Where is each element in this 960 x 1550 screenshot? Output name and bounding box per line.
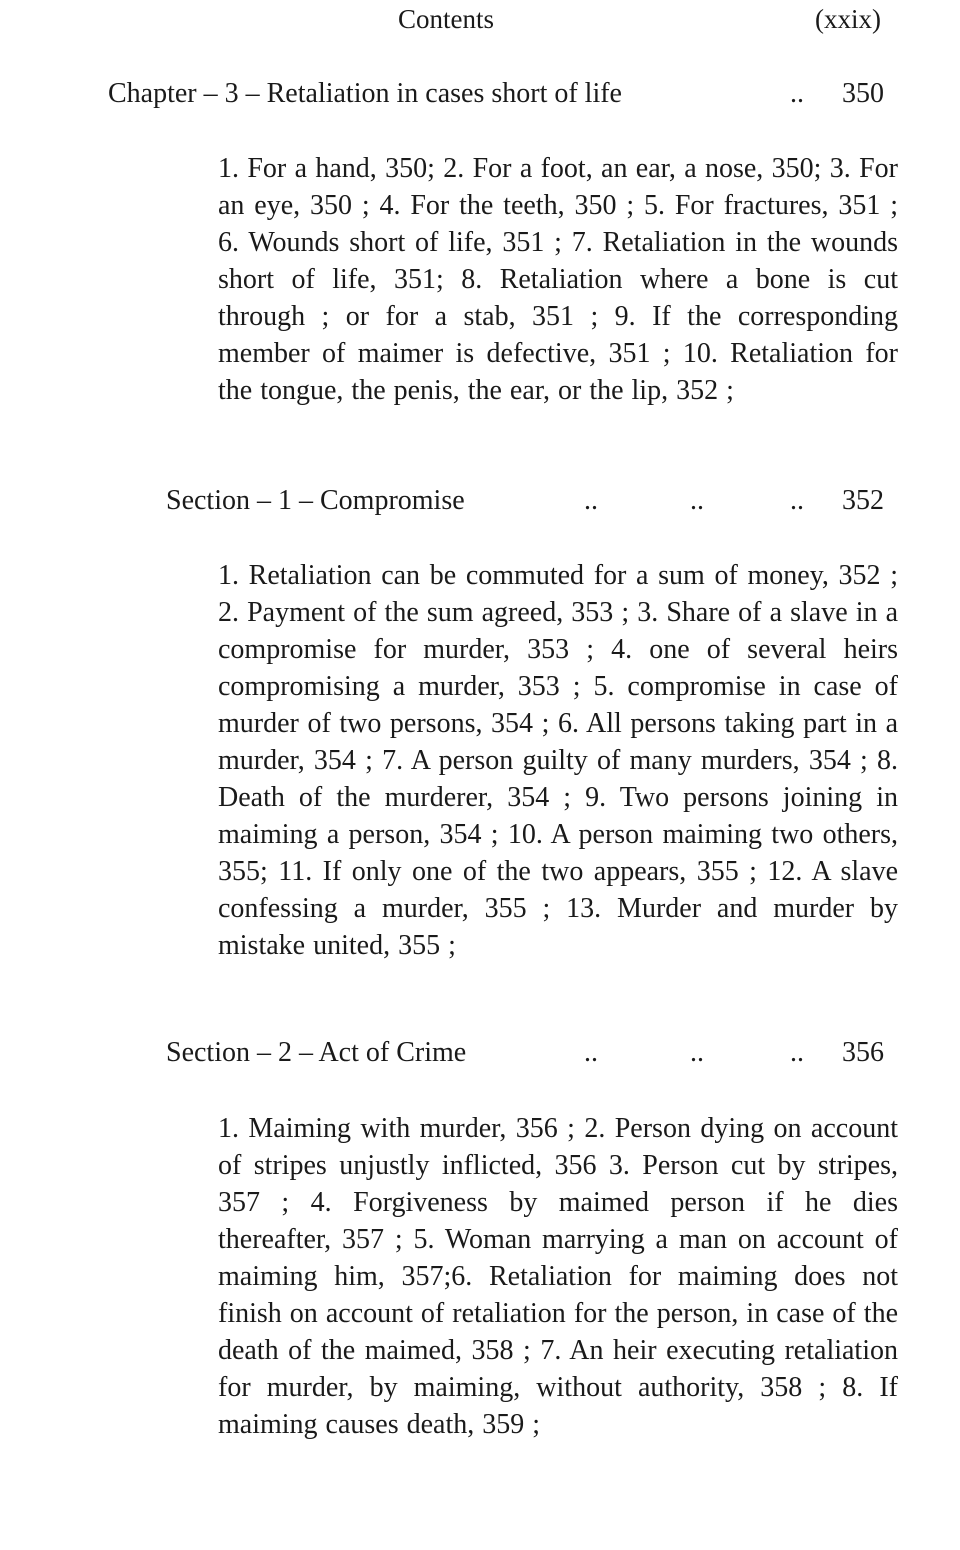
dot-leader: .. xyxy=(790,1037,804,1068)
dot-leader: .. xyxy=(584,1037,598,1068)
section-page-number: 356 xyxy=(842,1037,884,1068)
dot-leader: .. xyxy=(690,1037,704,1068)
dot-leader: .. xyxy=(584,485,598,516)
section-1-heading xyxy=(0,485,960,521)
chapter-3-topic-list: 1. For a hand, 350; 2. For a foot, an ear, a nose, 350; 3. For an eye, 350 ; 4. For the teeth, 350 ; 5. For fractures, 351 ; 6. Wounds short of life, 351 ; 7. Retaliation in the wounds short of life, 351; 8. Retaliation where a bone is cut through ; or for a stab, 351 ; 9. If the corresponding member of maimer is defective, 351 ; 10. Retaliation for the tongue, the penis, the ear, or the lip, 352 ; xyxy=(218,153,898,406)
section-1-topic-list: 1. Retaliation can be commuted for a sum of money, 352 ; 2. Payment of the sum agreed, 353 ; 3. Share of a slave in a compromise for murder, 353 ; 4. one of several heirs compromising a murder, 353 ; 5. compromise in case of murder of two persons, 354 ; 6. All persons taking part in a murder, 354 ; 7. A person guilty of many murders, 354 ; 8. Death of the murderer, 354 ; 9. Two persons joining in maiming a person, 354 ; 10. A person maiming two others, 355; 11. If only one of the two appears, 355 ; 12. A slave confessing a murder, 355 ; 13. Murder and murder by mistake united, 355 ; xyxy=(218,560,898,961)
section-title: Section – 1 – Compromise xyxy=(166,485,465,516)
dot-leader: .. xyxy=(790,485,804,516)
dot-leader: .. xyxy=(690,485,704,516)
dot-leader: .. xyxy=(790,78,804,109)
chapter-title: Chapter – 3 – Retaliation in cases short of life xyxy=(108,78,622,109)
chapter-page-number: 350 xyxy=(842,78,884,109)
chapter-3-heading xyxy=(0,78,960,114)
section-title: Section – 2 – Act of Crime xyxy=(166,1037,467,1068)
section-page-number: 352 xyxy=(842,485,884,516)
section-2-heading xyxy=(0,1037,960,1073)
page-number: (xxix) xyxy=(815,4,881,34)
running-title: Contents xyxy=(398,4,495,34)
section-2-topic-list: 1. Maiming with murder, 356 ; 2. Person dying on account of stripes unjustly inflicted, 356 3. Person cut by stripes, 357 ; 4. Forgiveness by maimed person if he dies thereafter, 357 ; 5. Woman marrying a man on account of maiming him, 357;6. Retaliation for maiming does not finish on account of retaliation for the person, in case of the death of the maimed, 358 ; 7. An heir executing retaliation for murder, by maiming, without authority, 358 ; 8. If maiming causes death, 359 ; xyxy=(218,1113,898,1440)
page-header xyxy=(0,4,960,40)
